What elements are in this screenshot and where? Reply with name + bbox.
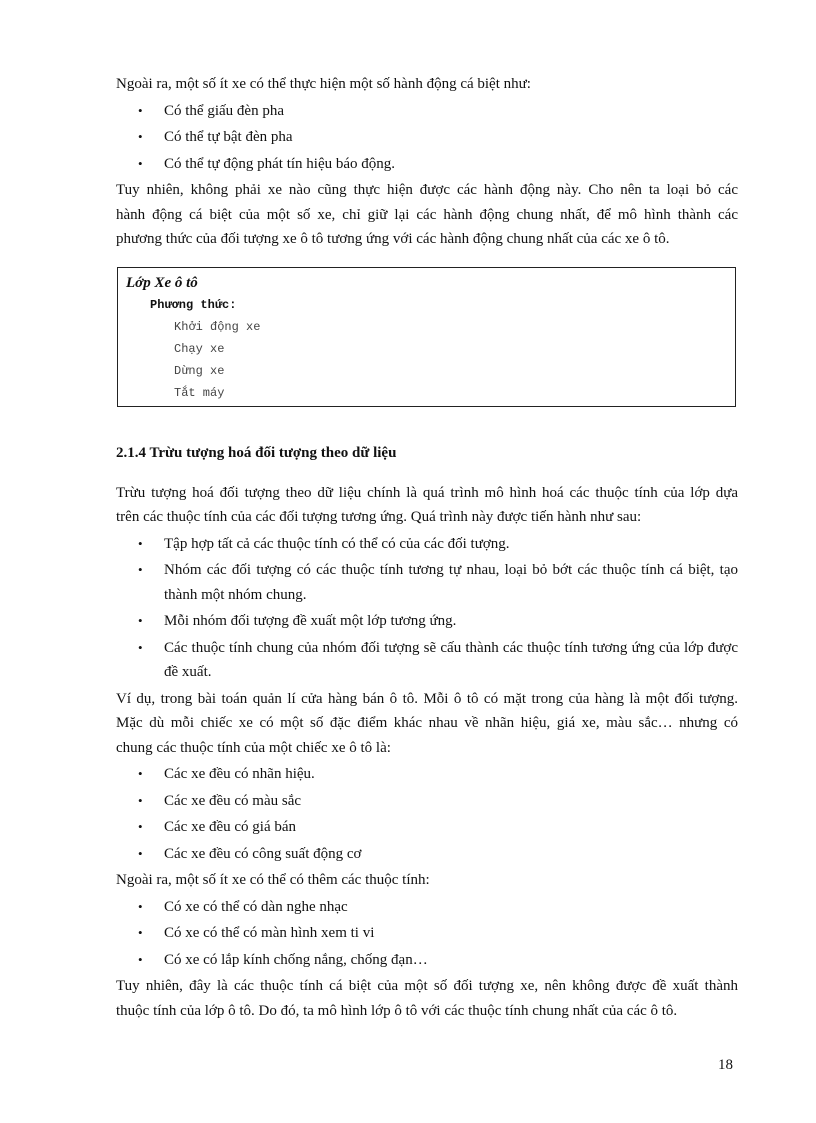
text-line: thuộc tính của lớp ô tô. Do đó, ta mô hình lớp ô tô với các thuộc tính chung nhất của các ô tô. xyxy=(116,1002,678,1019)
intro-paragraph-2: Ngoài ra, một số ít xe có thể có thêm các thuộc tính: xyxy=(116,872,430,888)
text-line: chung các thuộc tính của một chiếc xe ô tô là: xyxy=(116,739,391,756)
list-item: • Các thuộc tính chung của nhóm đối tượng sẽ cấu thành các thuộc tính tương ứng của lớp được đề xuất. xyxy=(116,636,738,685)
text-line: Tuy nhiên, đây là các thuộc tính cá biệt của một số đối tượng xe, nên không được đề xuất thành xyxy=(116,978,738,994)
attribute-list xyxy=(116,762,738,866)
text-line: Tuy nhiên, không phải xe nào cũng thực hiện được các hành động này. Cho nên ta loại bỏ các xyxy=(116,182,738,198)
text-line: Mặc dù mỗi chiếc xe có một số đặc điểm khác nhau về nhãn hiệu, giá xe, màu sắc… nhưng có xyxy=(116,715,738,731)
action-list xyxy=(116,99,738,177)
list-item: • Các xe đều có màu sắc xyxy=(116,789,738,814)
list-item: • Các xe đều có công suất động cơ xyxy=(116,842,738,867)
process-list xyxy=(116,532,738,685)
class-definition-box xyxy=(117,267,736,407)
list-item: • Có xe có lắp kính chống nắng, chống đạn… xyxy=(116,948,738,973)
bullet-icon: • xyxy=(138,562,143,577)
page-body xyxy=(116,72,738,1023)
paragraph-2 xyxy=(116,481,738,530)
text-line: Trừu tượng hoá đối tượng theo dữ liệu chính là quá trình mô hình hoá các thuộc tính của lớp dựa xyxy=(116,484,738,501)
bullet-icon: • xyxy=(138,898,143,914)
page-number: 18 xyxy=(718,1057,733,1073)
list-item: • Tập hợp tất cả các thuộc tính có thể có của các đối tượng. xyxy=(116,532,738,557)
method-line: Chạy xe xyxy=(174,341,225,356)
intro-paragraph-1: Ngoài ra, một số ít xe có thể thực hiện một số hành động cá biệt như: xyxy=(116,76,531,92)
paragraph-4 xyxy=(116,974,738,1023)
bullet-icon: • xyxy=(138,951,143,967)
paragraph-3 xyxy=(116,687,738,761)
list-item: • Các xe đều có giá bán xyxy=(116,815,738,840)
list-item: • Các xe đều có nhãn hiệu. xyxy=(116,762,738,787)
list-item: • Có thể tự bật đèn pha xyxy=(116,125,738,150)
bullet-icon: • xyxy=(138,535,143,551)
bullet-icon: • xyxy=(138,925,143,940)
method-line: Tắt máy xyxy=(174,385,225,400)
bullet-icon: • xyxy=(138,129,143,144)
list-item: • Có thể tự động phát tín hiệu báo động. xyxy=(116,152,738,177)
text-line: trên các thuộc tính của các đối tượng tương ứng. Quá trình này được tiến hành như sau: xyxy=(116,509,642,525)
list-item: • Nhóm các đối tượng có các thuộc tính tương tự nhau, loại bỏ bớt các thuộc tính cá biệt, tạo thành một nhóm chung. xyxy=(116,558,738,607)
section-heading: 2.1.4 Trừu tượng hoá đối tượng theo dữ liệu xyxy=(116,444,397,461)
list-item: • Có thể giấu đèn pha xyxy=(116,99,738,124)
bullet-icon: • xyxy=(138,792,143,808)
text-line: hành động cá biệt của một số xe, chỉ giữ lại các hành động chung nhất, để mô hình thành các xyxy=(116,206,738,223)
bullet-icon: • xyxy=(138,613,143,628)
list-item: • Mỗi nhóm đối tượng đề xuất một lớp tương ứng. xyxy=(116,609,738,634)
list-item: • Có xe có thể có dàn nghe nhạc xyxy=(116,895,738,920)
bullet-icon: • xyxy=(138,639,143,655)
paragraph-1 xyxy=(116,178,738,252)
bullet-icon: • xyxy=(138,819,143,834)
bullet-icon: • xyxy=(138,102,143,118)
class-title: Lớp Xe ô tô xyxy=(126,274,198,291)
bullet-icon: • xyxy=(138,766,143,781)
list-item: • Có xe có thể có màn hình xem ti vi xyxy=(116,921,738,946)
text-line: phương thức của đối tượng xe ô tô tương ứng với các hành động chung nhất của các xe ô tô. xyxy=(116,231,670,247)
method-line: Dừng xe xyxy=(174,363,225,378)
method-line: Khởi động xe xyxy=(174,319,261,334)
methods-label: Phương thức: xyxy=(150,297,237,312)
extra-attribute-list xyxy=(116,895,738,973)
text-line: Ví dụ, trong bài toán quản lí cửa hàng bán ô tô. Mỗi ô tô có mặt trong của hàng là một đối tượng. xyxy=(116,690,738,707)
bullet-icon: • xyxy=(138,845,143,861)
bullet-icon: • xyxy=(138,155,143,171)
